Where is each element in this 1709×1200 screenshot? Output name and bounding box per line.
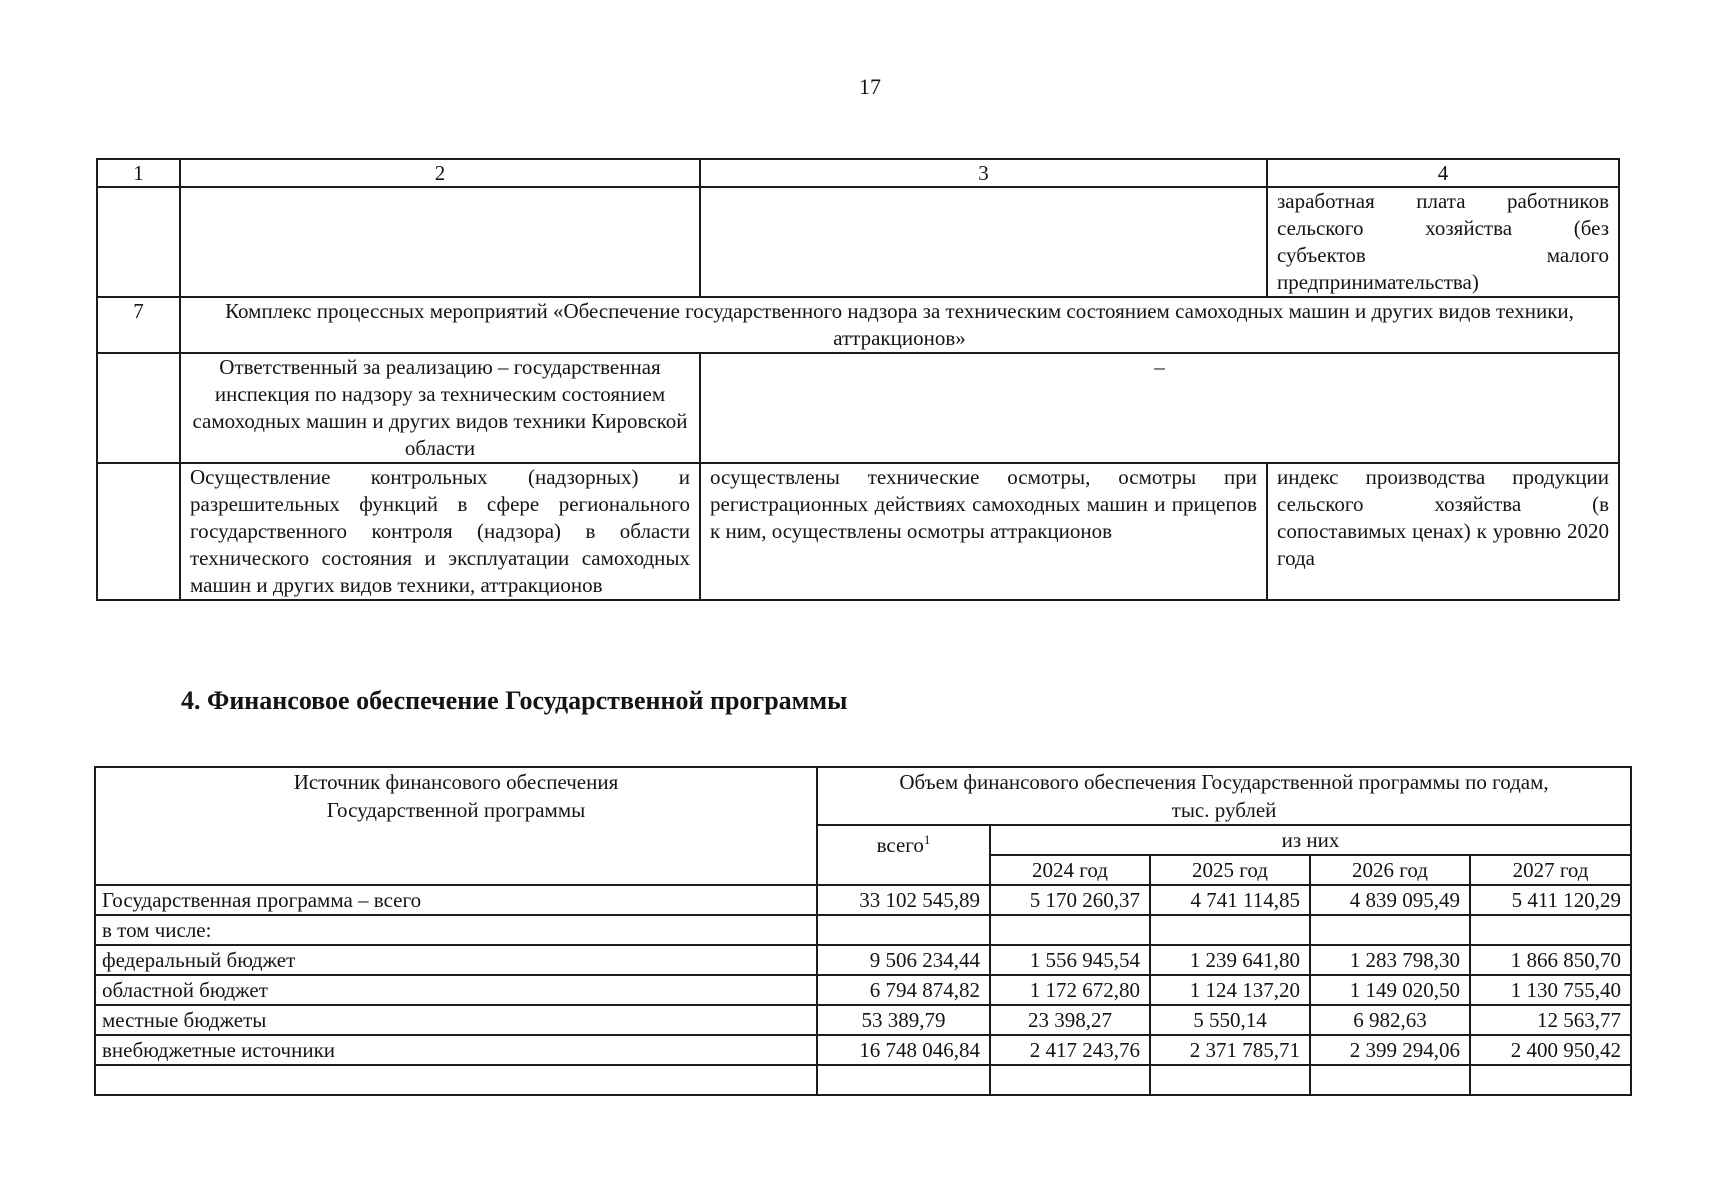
table-row (95, 945, 1631, 975)
year-value: 5 550,14 (1150, 1005, 1310, 1035)
table-header-row (97, 159, 1619, 187)
empty-cell (1470, 1065, 1631, 1095)
year-header: 2026 год (1310, 855, 1470, 885)
empty-cell (180, 187, 700, 297)
empty-cell (1310, 1065, 1470, 1095)
source-header-line: Государственной программы (326, 798, 586, 822)
footnote-marker: 1 (923, 832, 931, 847)
table-row (97, 297, 1619, 353)
table-row (95, 975, 1631, 1005)
year-value: 1 556 945,54 (990, 945, 1150, 975)
year-value: 2 400 950,42 (1470, 1035, 1631, 1065)
table-row (95, 1005, 1631, 1035)
table-row (95, 915, 1631, 945)
row-label: областной бюджет (95, 975, 817, 1005)
year-value: 1 239 641,80 (1150, 945, 1310, 975)
total-value: 6 794 874,82 (817, 975, 990, 1005)
year-value: 5 411 120,29 (1470, 885, 1631, 915)
column-number-4: 4 (1267, 159, 1619, 187)
volume-header-line: Объем финансового обеспечения Государственной программы по годам, (899, 770, 1549, 794)
section-title: 4. Финансовое обеспечение Государственной программы (181, 686, 848, 715)
year-value: 1 172 672,80 (990, 975, 1150, 1005)
total-value: 9 506 234,44 (817, 945, 990, 975)
year-value: 1 149 020,50 (1310, 975, 1470, 1005)
responsible-cell: Ответственный за реализацию – государственная инспекция по надзору за техническим состоянием самоходных машин и других видов техники Кировской области (180, 353, 700, 463)
year-header: 2027 год (1470, 855, 1631, 885)
table-row (97, 187, 1619, 297)
year-value (1470, 915, 1631, 945)
year-value: 12 563,77 (1470, 1005, 1631, 1035)
row-label: в том числе: (95, 915, 817, 945)
column-number-2: 2 (180, 159, 700, 187)
year-value (1150, 915, 1310, 945)
indicator-line: сельского хозяйства (без (1277, 216, 1609, 240)
volume-header-line: тыс. рублей (1171, 798, 1277, 822)
total-value (817, 915, 990, 945)
source-header (95, 767, 817, 885)
row-number: 7 (97, 297, 180, 353)
total-header (817, 825, 990, 885)
source-header-line: Источник финансового обеспечения (293, 770, 619, 794)
year-value: 23 398,27 (990, 1005, 1150, 1035)
year-value: 4 839 095,49 (1310, 885, 1470, 915)
row-label: федеральный бюджет (95, 945, 817, 975)
year-value: 1 130 755,40 (1470, 975, 1631, 1005)
indicator-line: субъектов малого (1277, 243, 1609, 267)
table-row (97, 353, 1619, 463)
year-value: 2 399 294,06 (1310, 1035, 1470, 1065)
complex-title: Комплекс процессных мероприятий «Обеспечение государственного надзора за техническим состоянием самоходных машин и других видов техники, аттракционов» (180, 297, 1619, 353)
year-value: 6 982,63 (1310, 1005, 1470, 1035)
year-value (990, 915, 1150, 945)
empty-cell (97, 463, 180, 600)
year-value: 4 741 114,85 (1150, 885, 1310, 915)
result-cell: осуществлены технические осмотры, осмотры при регистрационных действиях самоходных машин и прицепов к ним, осуществлены осмотры аттракционов (700, 463, 1267, 600)
indicator-cell (1267, 187, 1619, 297)
year-header: 2025 год (1150, 855, 1310, 885)
year-value: 2 417 243,76 (990, 1035, 1150, 1065)
column-number-3: 3 (700, 159, 1267, 187)
indicator-line: предпринимательства) (1277, 270, 1479, 294)
goals-table (96, 158, 1620, 601)
page-number: 17 (859, 74, 881, 99)
table-row (97, 463, 1619, 600)
year-value: 2 371 785,71 (1150, 1035, 1310, 1065)
column-number-1: 1 (97, 159, 180, 187)
empty-cell (817, 1065, 990, 1095)
year-value: 1 124 137,20 (1150, 975, 1310, 1005)
row-label: внебюджетные источники (95, 1035, 817, 1065)
task-cell: Осуществление контрольных (надзорных) и разрешительных функций в сфере регионального государственного контроля (надзора) в области технического состояния и эксплуатации самоходных машин и других видов техники, аттракционов (180, 463, 700, 600)
total-value: 33 102 545,89 (817, 885, 990, 915)
table-row (95, 1065, 1631, 1095)
year-value (1310, 915, 1470, 945)
indicator-cell: индекс производства продукции сельского хозяйства (в сопоставимых ценах) к уровню 2020 года (1267, 463, 1619, 600)
empty-cell (97, 353, 180, 463)
table-row (95, 885, 1631, 915)
year-header: 2024 год (990, 855, 1150, 885)
total-value: 16 748 046,84 (817, 1035, 990, 1065)
dash-cell: – (700, 353, 1619, 463)
year-value: 1 866 850,70 (1470, 945, 1631, 975)
empty-cell (700, 187, 1267, 297)
empty-cell (990, 1065, 1150, 1095)
table-header-row (95, 767, 1631, 825)
indicator-line: заработная плата работников (1277, 189, 1609, 213)
total-header-label: всего (876, 833, 924, 857)
empty-cell (1150, 1065, 1310, 1095)
total-value: 53 389,79 (817, 1005, 990, 1035)
table-row (95, 1035, 1631, 1065)
year-value: 5 170 260,37 (990, 885, 1150, 915)
row-label: Государственная программа – всего (95, 885, 817, 915)
financing-table (94, 766, 1632, 1096)
year-value: 1 283 798,30 (1310, 945, 1470, 975)
volume-header (817, 767, 1631, 825)
empty-cell (95, 1065, 817, 1095)
empty-cell (97, 187, 180, 297)
of-them-header: из них (990, 825, 1631, 855)
row-label: местные бюджеты (95, 1005, 817, 1035)
